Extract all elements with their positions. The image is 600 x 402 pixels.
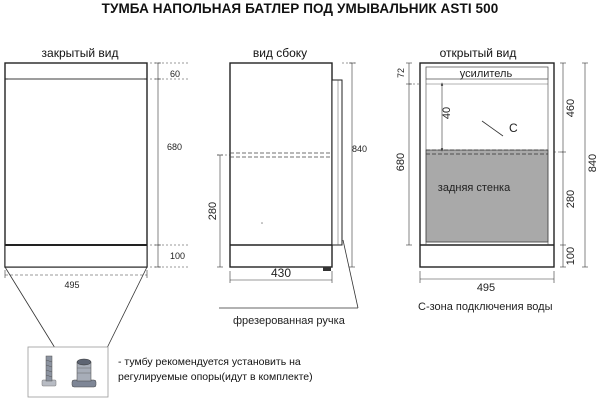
open-dim-right-bot: 100 [565,246,577,266]
open-shelf-label: усилитель [459,68,513,80]
side-dim-depth: 430 [270,266,292,280]
closed-dim-middle: 680 [167,142,183,152]
open-dim-left-top: 72 [396,67,406,79]
side-dim-handle: 280 [207,201,219,221]
open-dim-upper: 40 [441,106,453,120]
zone-c-marker: С [509,121,518,135]
side-view-label: вид сбоку [252,46,308,60]
open-dim-width: 495 [476,282,496,294]
closed-cabinet [5,63,147,267]
open-left-dimensions [406,63,420,245]
open-dim-total: 840 [587,153,599,173]
adjustable-feet-image [28,347,108,397]
zone-caption: С-зона подключения воды [418,301,553,313]
closed-dim-top: 60 [170,69,181,79]
handle-label: фрезерованная ручка [233,315,345,327]
open-dim-right-mid: 280 [565,189,577,209]
feet-note: - тумбу рекомендуется установить на регулируемые опоры(идут в комплекте) [118,356,313,383]
open-view-label: открытый вид [439,46,517,60]
open-dim-left-mid: 680 [395,152,407,172]
page-title: ТУМБА НАПОЛЬНАЯ БАТЛЕР ПОД УМЫВАЛЬНИК ASTI 500 [101,1,499,16]
side-dim-height: 840 [352,144,368,154]
open-dim-right-top: 460 [565,98,577,118]
closed-dim-bottom: 100 [170,251,186,261]
closed-dim-width: 495 [64,280,80,290]
side-cabinet [230,63,342,271]
open-cabinet [420,63,554,267]
back-panel-label: задняя стенка [437,182,511,194]
closed-view-label: закрытый вид [41,46,119,60]
